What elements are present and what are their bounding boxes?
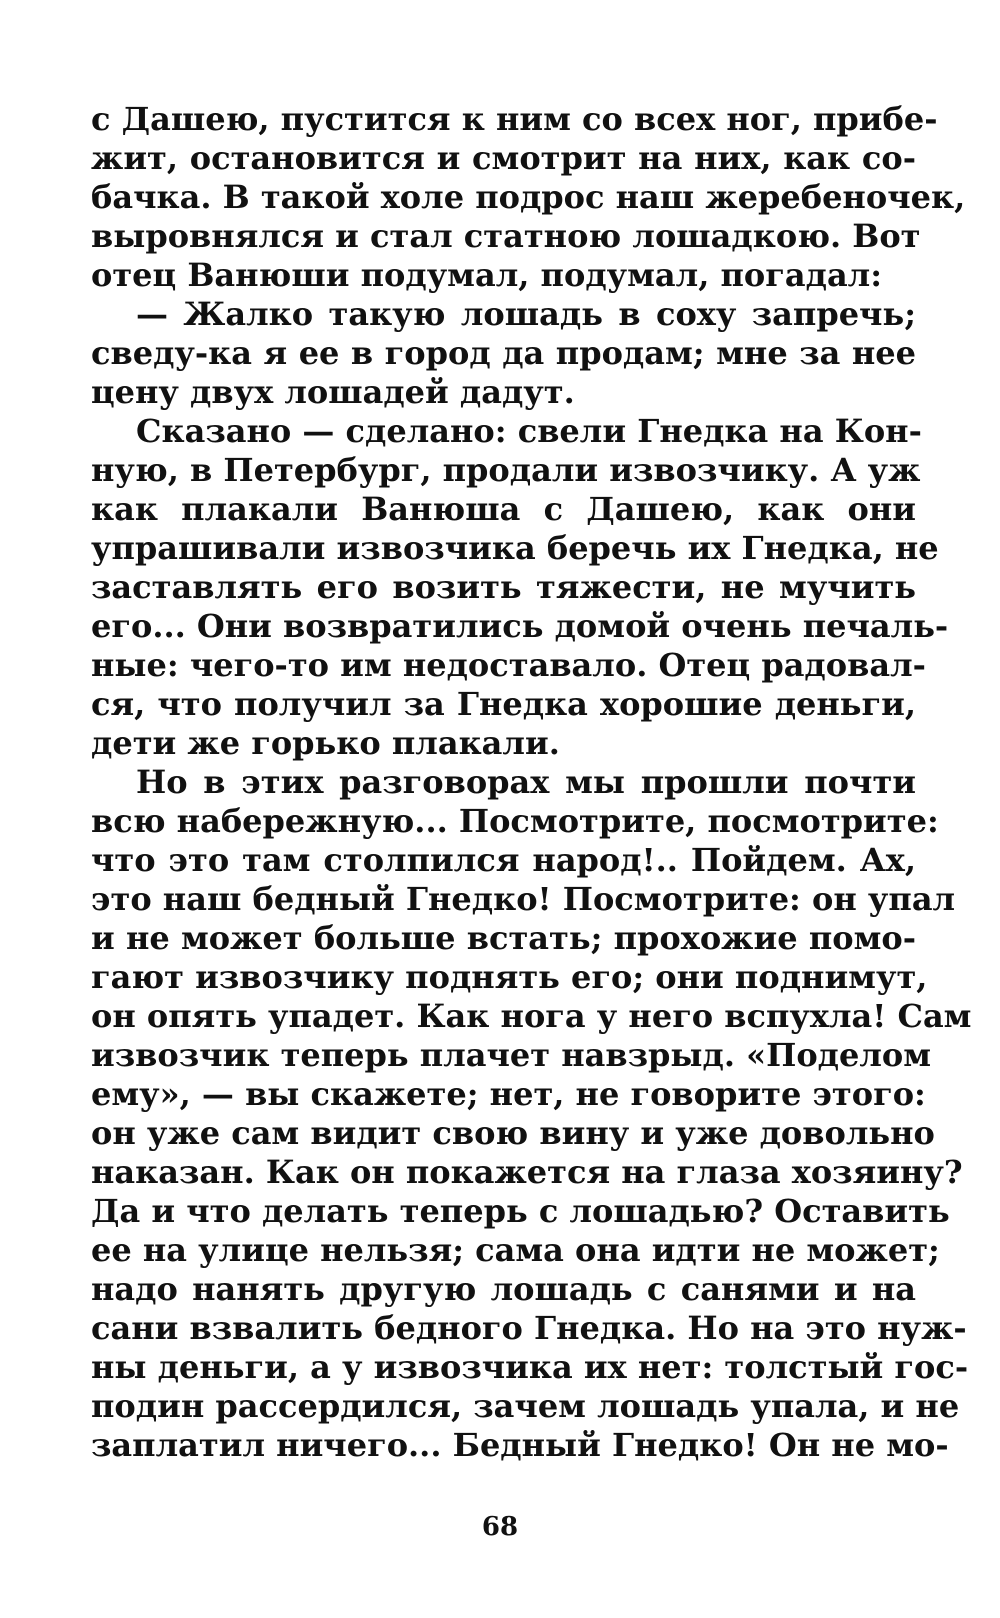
text-line: всю набережную... Посмотрите, посмотрите: (91, 802, 939, 840)
text-line: Сказано — сделано: свели Гнедка на Кон- (136, 412, 922, 450)
text-line: ную, в Петербург, продали извозчику. А уж (91, 451, 921, 489)
text-line: заставлять его возить тяжести, не мучить (91, 568, 916, 606)
text-line: ся, что получил за Гнедка хорошие деньги, (91, 685, 916, 723)
text-line: жит, остановится и смотрит на них, как со- (91, 139, 916, 177)
text-line: что это там столпился народ!.. Пойдем. Ах, (91, 841, 916, 879)
text-line: — Жалко такую лошадь в соху запречь; (136, 295, 916, 333)
text-line: ные: чего-то им недоставало. Отец радовал- (91, 646, 926, 684)
body-text (91, 100, 972, 1465)
text-line: его... Они возвратились домой очень печаль- (91, 607, 949, 645)
text-line: ны деньги, а у извозчика их нет: толстый гос- (91, 1348, 969, 1386)
text-line: сведу-ка я ее в город да продам; мне за нее (91, 334, 916, 372)
text-line: как плакали Ванюша с Дашею, как они (91, 490, 916, 528)
text-line: отец Ванюши подумал, подумал, погадал: (91, 256, 883, 294)
text-line: Да и что делать теперь с лошадью? Оставить (91, 1192, 950, 1230)
text-line: с Дашею, пустится к ним со всех ног, прибе- (91, 100, 938, 138)
text-line: извозчик теперь плачет навзрыд. «Поделом (91, 1036, 932, 1074)
text-line: ему», — вы скажете; нет, не говорите этого: (91, 1075, 926, 1113)
text-line: наказан. Как он покажется на глаза хозяину? (91, 1153, 963, 1191)
text-line: и не может больше встать; прохожие помо- (91, 919, 916, 957)
text-line: ее на улице нельзя; сама она идти не может; (91, 1231, 940, 1269)
text-line: надо нанять другую лошадь с санями и на (91, 1270, 916, 1308)
text-line: Но в этих разговорах мы прошли почти (136, 763, 916, 801)
text-line: это наш бедный Гнедко! Посмотрите: он упал (91, 880, 956, 918)
text-line: он уже сам видит свою вину и уже довольно (91, 1114, 935, 1152)
text-line: цену двух лошадей дадут. (91, 373, 575, 411)
text-line: выровнялся и стал статною лошадкою. Вот (91, 217, 921, 255)
text-line: сани взвалить бедного Гнедка. Но на это нуж- (91, 1309, 967, 1347)
text-line: гают извозчику поднять его; они поднимут, (91, 958, 928, 996)
text-line: он опять упадет. Как нога у него вспухла! Сам (91, 997, 972, 1035)
text-line: бачка. В такой холе подрос наш жеребеночек, (91, 178, 966, 216)
text-line: заплатил ничего... Бедный Гнедко! Он не мо- (91, 1426, 949, 1464)
page-number: 68 (481, 1512, 519, 1542)
text-line: дети же горько плакали. (91, 724, 560, 762)
text-line: подин рассердился, зачем лошадь упала, и не (91, 1387, 960, 1425)
text-line: упрашивали извозчика беречь их Гнедка, не (91, 529, 939, 567)
